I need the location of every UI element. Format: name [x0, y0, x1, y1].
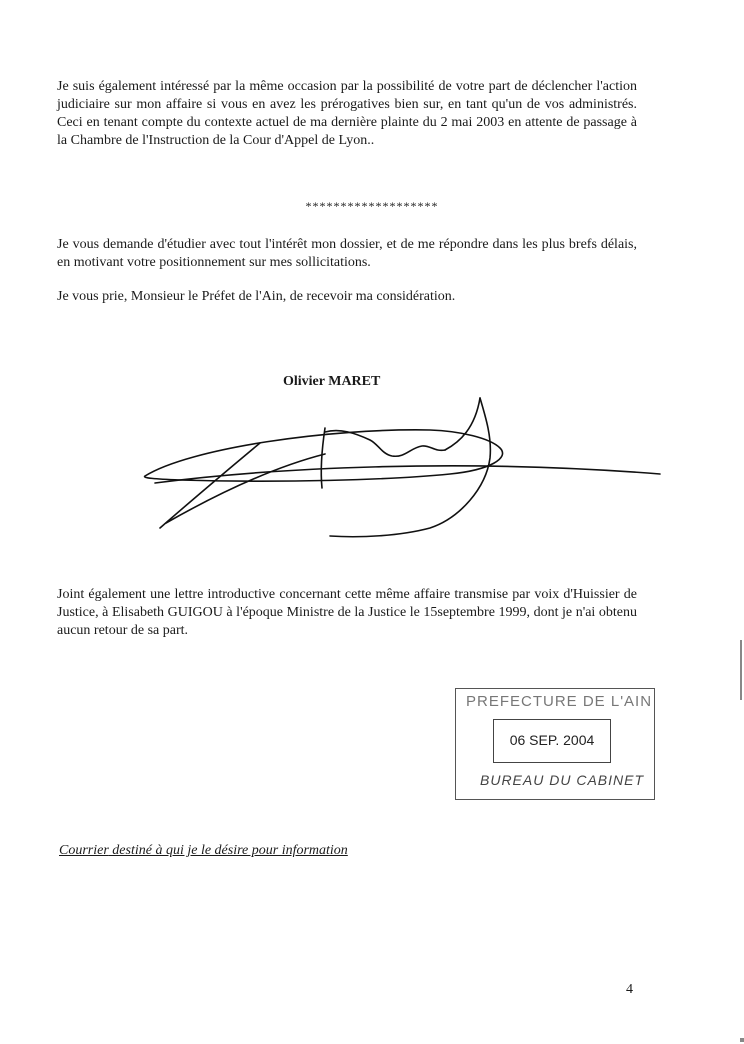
signer-name: Olivier MARET [283, 374, 381, 389]
footer-note [59, 843, 348, 859]
separator-stars: ******************* [305, 199, 439, 213]
footer-note-prefix: Courrier [59, 843, 109, 858]
paragraph-lettre-jointe: Joint également une lettre introductive concernant cette même affaire transmise par voix d'Huissier de Justice, à Elisabeth GUIGOU à l'époque Ministre de la Justice le 15septembre 1999, dont je n'ai obtenu aucun retour de sa part. [57, 587, 637, 638]
scan-edge-mark [740, 640, 742, 700]
stamp-bureau: BUREAU DU CABINET [480, 772, 645, 788]
reception-stamp [455, 688, 655, 800]
page-number: 4 [626, 982, 633, 997]
paragraph-demande: Je vous demande d'étudier avec tout l'intérêt mon dossier, et de me répondre dans les plus brefs délais, en motivant votre positionnement sur mes sollicitations. [57, 237, 637, 270]
footer-note-underlined: destiné à qui je le désire pour information [108, 843, 348, 858]
stamp-prefecture: PREFECTURE DE L'AIN [466, 693, 653, 710]
paragraph-action-judiciaire: Je suis également intéressé par la même occasion par la possibilité de votre part de déclencher l'action judiciaire sur mon affaire si vous en avez les prérogatives bien sur, en tant qu'un de vos administrés. Ceci en tenant compte du contexte actuel de ma dernière plainte du 2 mai 2003 en attente de passage à la Chambre de l'Instruction de la Cour d'Appel de Lyon.. [57, 79, 637, 148]
paragraph-salutation: Je vous prie, Monsieur le Préfet de l'Ain, de recevoir ma considération. [57, 289, 456, 304]
handwritten-signature [130, 388, 670, 548]
stamp-date: 06 SEP. 2004 [493, 719, 611, 763]
scan-edge-mark [740, 1038, 744, 1042]
